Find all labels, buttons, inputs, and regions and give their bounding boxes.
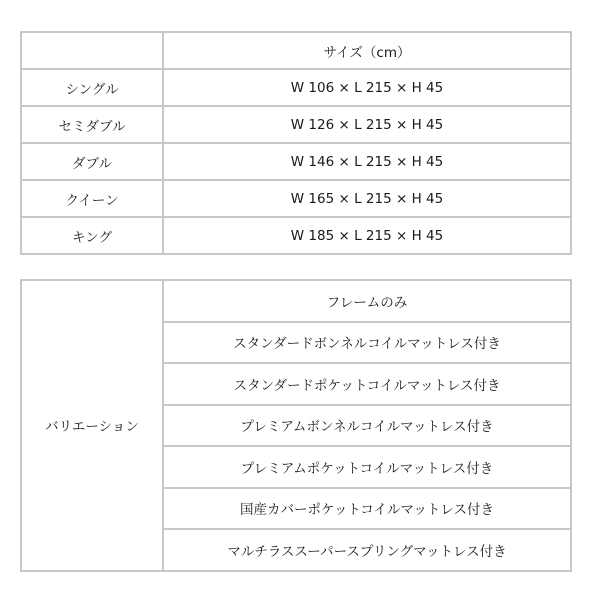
size-table	[20, 31, 572, 255]
size-label: シングル	[21, 69, 163, 106]
table-row	[21, 69, 571, 106]
size-label: セミダブル	[21, 106, 163, 143]
table-row	[21, 280, 571, 322]
variation-table	[20, 279, 572, 572]
size-value: W 185 × L 215 × H 45	[163, 217, 571, 254]
variation-item: フレームのみ	[163, 280, 571, 322]
variation-item: プレミアムボンネルコイルマットレス付き	[163, 405, 571, 447]
variation-item: スタンダードボンネルコイルマットレス付き	[163, 322, 571, 364]
size-label: キング	[21, 217, 163, 254]
variation-item: プレミアムポケットコイルマットレス付き	[163, 446, 571, 488]
size-value: W 165 × L 215 × H 45	[163, 180, 571, 217]
variation-item: マルチラススーパースプリングマットレス付き	[163, 529, 571, 571]
table-row	[21, 106, 571, 143]
variation-item: スタンダードポケットコイルマットレス付き	[163, 363, 571, 405]
variation-label: バリエーション	[21, 280, 163, 571]
table-row	[21, 180, 571, 217]
size-value: W 146 × L 215 × H 45	[163, 143, 571, 180]
size-label: ダブル	[21, 143, 163, 180]
size-header-row	[21, 32, 571, 69]
size-label: クイーン	[21, 180, 163, 217]
size-value: W 126 × L 215 × H 45	[163, 106, 571, 143]
size-header-value: サイズ（cm）	[163, 32, 571, 69]
table-row	[21, 217, 571, 254]
table-row	[21, 143, 571, 180]
size-header-label	[21, 32, 163, 69]
variation-item: 国産カバーポケットコイルマットレス付き	[163, 488, 571, 530]
size-value: W 106 × L 215 × H 45	[163, 69, 571, 106]
